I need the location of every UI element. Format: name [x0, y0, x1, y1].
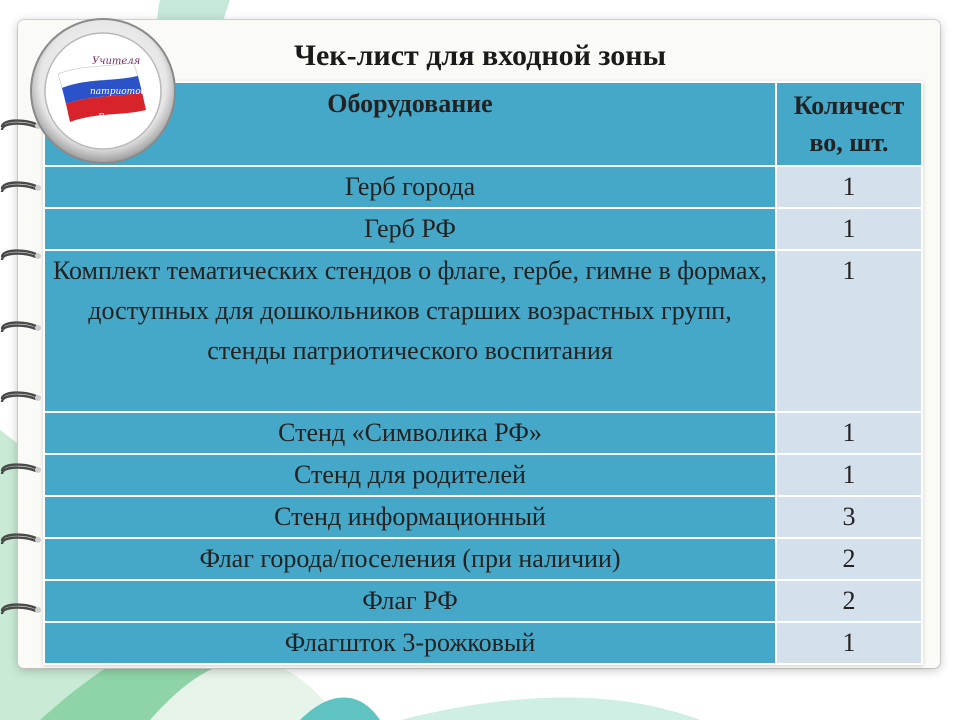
header-equipment: Оборудование	[44, 82, 776, 166]
header-quantity-line1: Количест	[793, 91, 905, 120]
page-title: Чек-лист для входной зоны	[293, 39, 667, 72]
row-item: Герб города	[44, 166, 776, 208]
spiral-ring-icon	[0, 178, 46, 200]
table-row	[44, 454, 922, 496]
table-row	[44, 412, 922, 454]
row-item: Комплект тематических стендов о флаге, гербе, гимне в формах, доступных для дошкольников старших возрастных групп, стенды патриотического воспитания	[44, 250, 776, 412]
spiral-ring-icon	[0, 318, 46, 340]
logo-emblem	[28, 16, 178, 166]
header-quantity	[776, 82, 922, 166]
table-row	[44, 580, 922, 622]
row-item: Стенд информационный	[44, 496, 776, 538]
table-row	[44, 208, 922, 250]
logo-text-1: Учителя	[92, 56, 141, 67]
logo-text-3: России	[98, 113, 132, 123]
row-item: Флаг города/поселения (при наличии)	[44, 538, 776, 580]
table-row	[44, 538, 922, 580]
row-quantity: 1	[776, 454, 922, 496]
table-row	[44, 496, 922, 538]
row-item: Стенд «Символика РФ»	[44, 412, 776, 454]
spiral-ring-icon	[0, 460, 46, 482]
spiral-ring-icon	[0, 388, 46, 410]
row-quantity: 2	[776, 538, 922, 580]
row-quantity: 2	[776, 580, 922, 622]
row-quantity: 1	[776, 412, 922, 454]
row-quantity: 3	[776, 496, 922, 538]
row-quantity: 1	[776, 166, 922, 208]
spiral-ring-icon	[0, 246, 46, 268]
checklist-table	[43, 81, 923, 665]
row-item: Флаг РФ	[44, 580, 776, 622]
row-quantity: 1	[776, 250, 922, 412]
spiral-ring-icon	[0, 530, 46, 552]
table-row	[44, 250, 922, 412]
logo-text-2: патриотов	[90, 87, 146, 97]
header-quantity-line2: во, шт.	[809, 128, 889, 157]
spiral-ring-icon	[0, 600, 46, 622]
row-item: Герб РФ	[44, 208, 776, 250]
row-item: Стенд для родителей	[44, 454, 776, 496]
table-row	[44, 166, 922, 208]
row-quantity: 1	[776, 622, 922, 664]
row-quantity: 1	[776, 208, 922, 250]
row-item: Флагшток 3-рожковый	[44, 622, 776, 664]
table-row	[44, 622, 922, 664]
